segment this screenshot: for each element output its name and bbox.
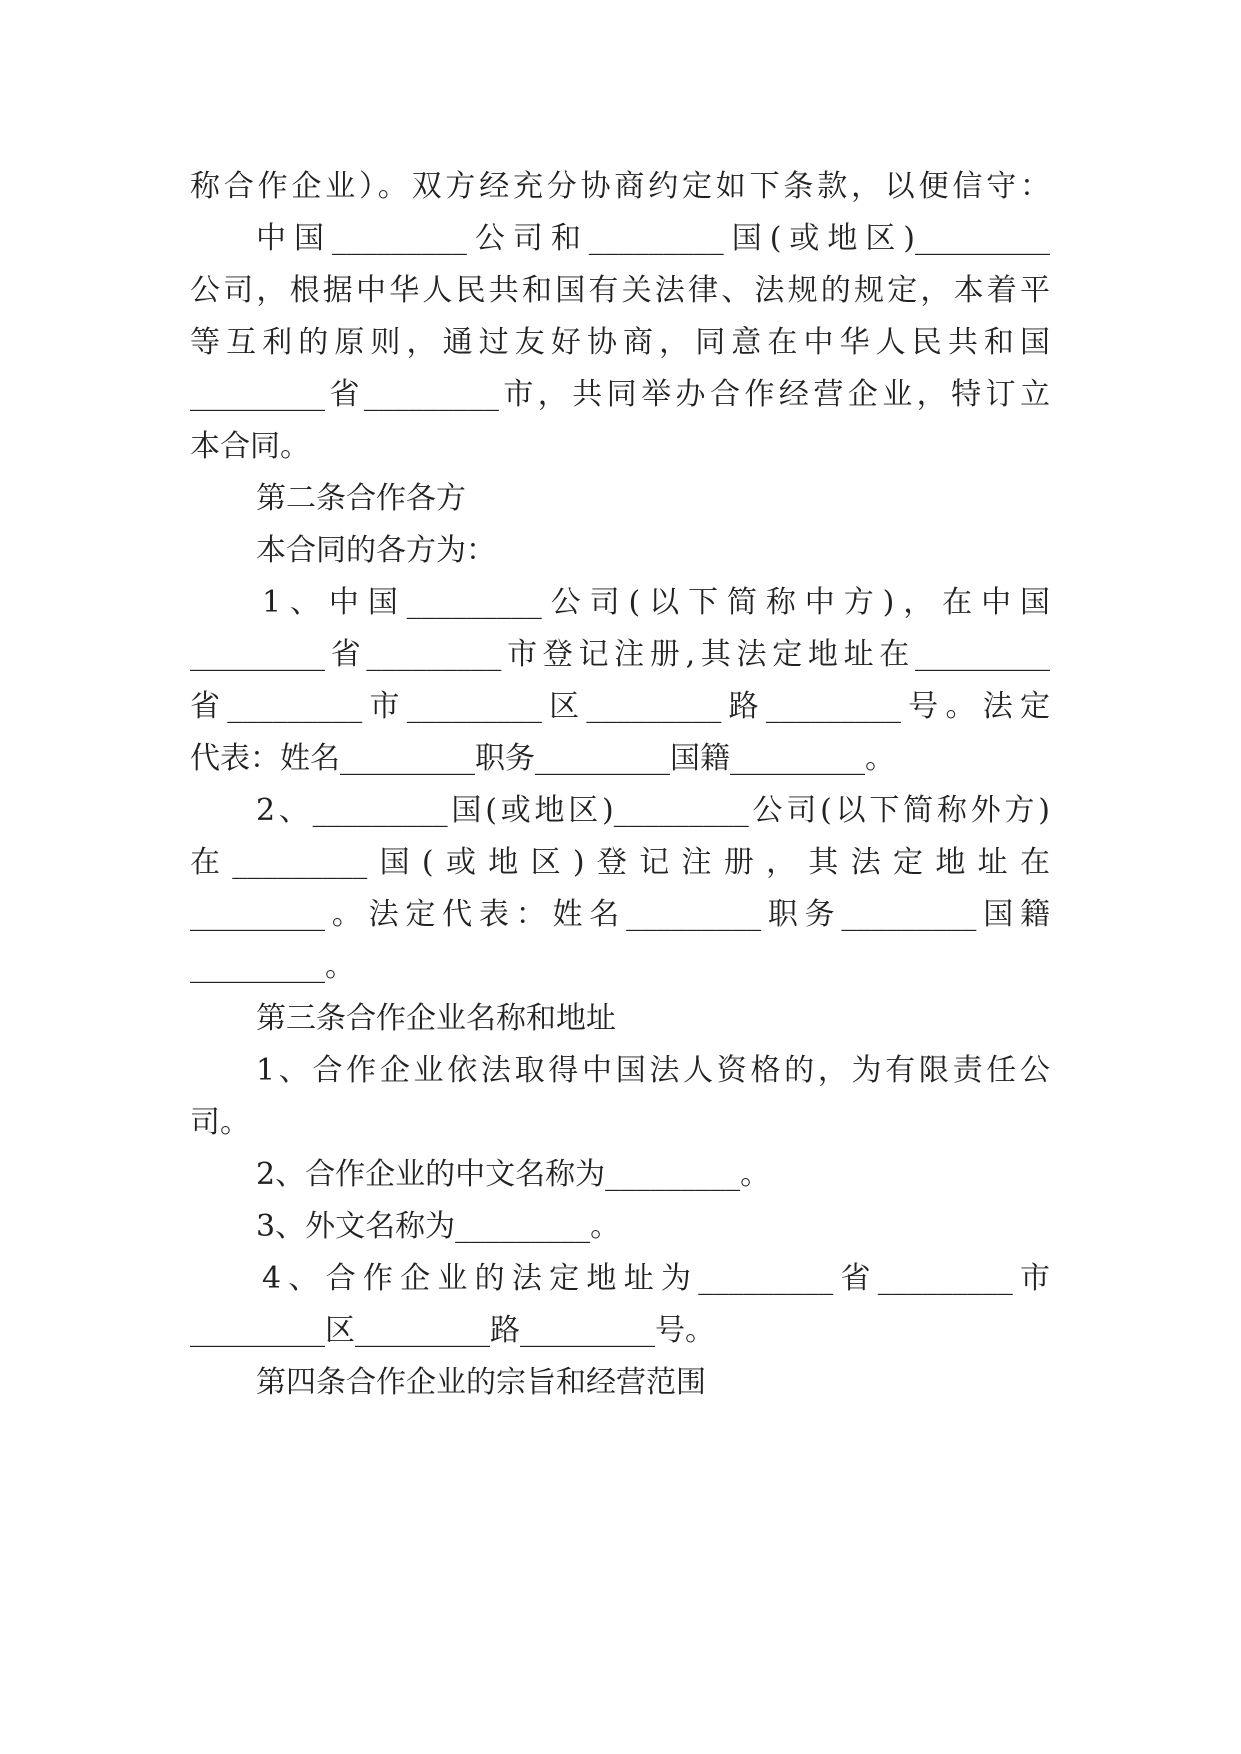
paragraph-line: _________区_________路_________号。	[190, 1313, 715, 1348]
paragraph-line: 代表：姓名_________职务_________国籍_________。	[190, 741, 895, 776]
paragraph-line: _________省_________市，共同举办合作经营企业，特订立	[190, 377, 1050, 412]
paragraph-line: _________省_________市登记注册,其法定地址在_________	[190, 637, 1050, 672]
paragraph-line: 等互利的原则，通过友好协商，同意在中华人民共和国	[190, 325, 1050, 360]
paragraph-line: 1、中国_________公司(以下简称中方)，在中国	[262, 585, 1050, 620]
section-heading: 第三条合作企业名称和地址	[256, 1001, 616, 1036]
paragraph-line: _________。法定代表：姓名_________职务_________国籍	[190, 897, 1050, 932]
paragraph-line: 4、合作企业的法定地址为_________省_________市	[262, 1261, 1050, 1296]
paragraph-line: 2、合作企业的中文名称为_________。	[256, 1157, 771, 1192]
section-heading: 第二条合作各方	[256, 481, 466, 516]
paragraph-line: 1、合作企业依法取得中国法人资格的，为有限责任公	[256, 1053, 1050, 1088]
paragraph-line: 称合作企业）。双方经充分协商约定如下条款，以便信守：	[190, 169, 1050, 204]
paragraph-line: _________。	[190, 949, 355, 984]
paragraph-line: 司。	[190, 1105, 250, 1140]
paragraph-line: 中国_________公司和_________国(或地区)_________	[256, 221, 1050, 256]
paragraph-line: 2、_________国(或地区)_________公司(以下简称外方)	[256, 793, 1050, 828]
paragraph-line: 省_________市_________区_________路_________号。法定	[190, 689, 1050, 724]
paragraph-line: 本合同。	[190, 429, 310, 464]
paragraph-line: 公司，根据中华人民共和国有关法律、法规的规定，本着平	[190, 273, 1050, 308]
paragraph-line: 3、外文名称为_________。	[256, 1209, 621, 1244]
paragraph-line: 本合同的各方为：	[256, 533, 496, 568]
paragraph-line: 在_________国(或地区)登记注册，其法定地址在	[190, 845, 1050, 880]
section-heading: 第四条合作企业的宗旨和经营范围	[256, 1365, 706, 1400]
